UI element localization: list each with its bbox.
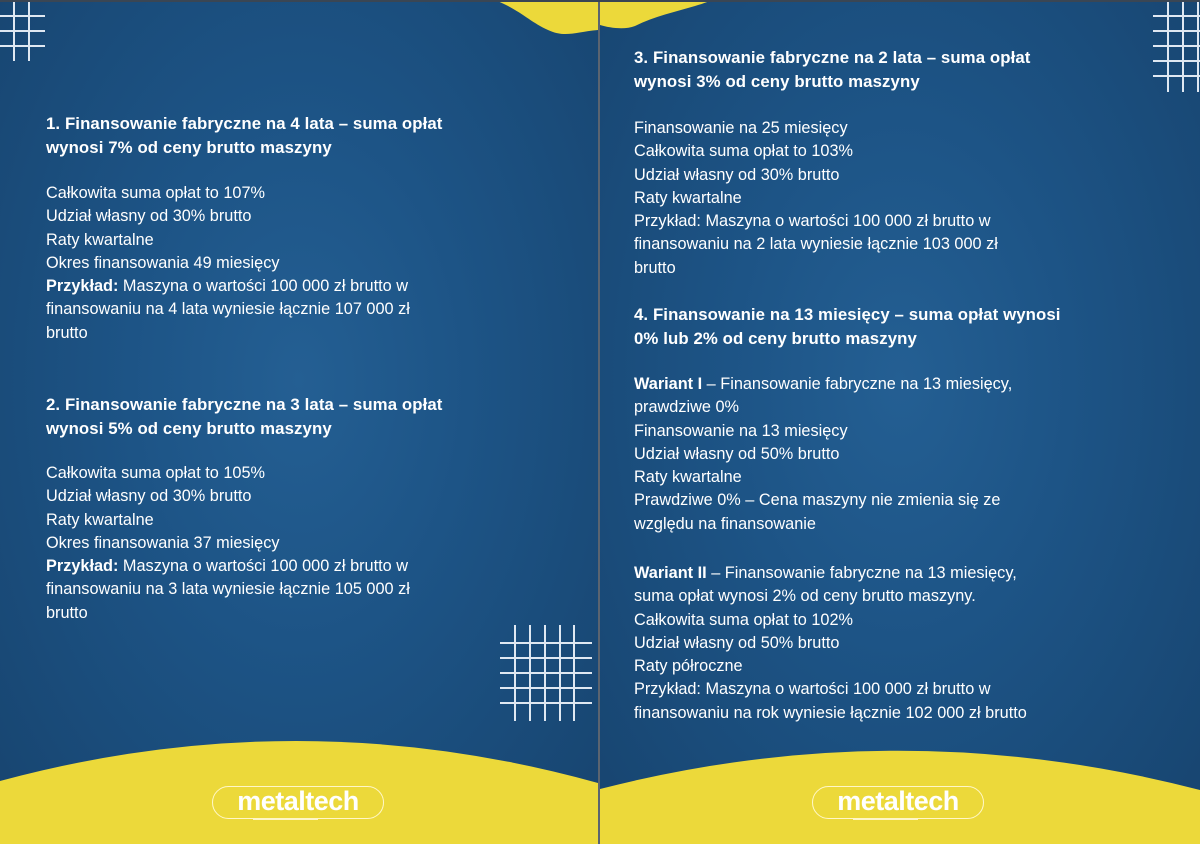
heading-line: wynosi 5% od ceny brutto maszyny	[46, 418, 332, 438]
logo-text: metaltech	[837, 785, 959, 816]
body-line: Udział własny od 50% brutto	[634, 444, 840, 463]
yellow-footer-wave	[0, 0, 598, 844]
page-divider	[598, 0, 600, 844]
variant-1-label: Wariant I	[634, 375, 703, 393]
body-line: finansowaniu na 2 lata wyniesie łącznie 103 000 zł	[634, 235, 998, 254]
installments-line: Raty kwartalne	[46, 230, 154, 249]
body-line: Raty półroczne	[634, 657, 743, 676]
yellow-footer-wave	[600, 0, 1200, 844]
variant-2-first-line: – Finansowanie fabryczne na 13 miesięcy,	[706, 564, 1017, 582]
metaltech-logo	[212, 786, 384, 819]
heading-line: wynosi 7% od ceny brutto maszyny	[46, 137, 332, 157]
body-line: Przykład: Maszyna o wartości 100 000 zł brutto w	[634, 680, 991, 699]
heading-line: 1. Finansowanie fabryczne na 4 lata – suma opłat	[46, 114, 443, 133]
body-line: względu na finansowanie	[634, 514, 816, 533]
total-fee-line: Całkowita suma opłat to 105%	[46, 464, 266, 482]
body-line: Finansowanie na 13 miesięcy	[634, 421, 848, 440]
logo-text: metaltech	[237, 785, 359, 816]
left-page	[0, 0, 598, 844]
body-line: Udział własny od 30% brutto	[634, 165, 840, 184]
variant-2-label: Wariant II	[634, 564, 707, 582]
installments-line: Raty kwartalne	[46, 510, 154, 529]
body-line: Przykład: Maszyna o wartości 100 000 zł brutto w	[634, 212, 991, 231]
body-line: Całkowita suma opłat to 103%	[634, 142, 854, 161]
body-line: suma opłat wynosi 2% od ceny brutto maszyny.	[634, 587, 976, 606]
body-line: Udział własny od 50% brutto	[634, 633, 840, 652]
body-line: Całkowita suma opłat to 102%	[634, 610, 854, 629]
example-line: finansowaniu na 4 lata wyniesie łącznie 107 000 zł	[46, 300, 410, 319]
down-payment-line: Udział własny od 30% brutto	[46, 487, 252, 506]
total-fee-line: Całkowita suma opłat to 107%	[46, 184, 266, 202]
heading-line: wynosi 3% od ceny brutto maszyny	[634, 71, 920, 91]
heading-line: 2. Finansowanie fabryczne na 3 lata – suma opłat	[46, 395, 443, 414]
top-border	[0, 0, 1200, 2]
example-line: brutto	[46, 323, 88, 342]
example-text: Maszyna o wartości 100 000 zł brutto w	[118, 557, 408, 576]
heading-line: 0% lub 2% od ceny brutto maszyny	[634, 328, 917, 348]
logo-underline	[853, 818, 918, 820]
example-text: Maszyna o wartości 100 000 zł brutto w	[118, 277, 408, 296]
body-line: prawdziwe 0%	[634, 398, 739, 417]
down-payment-line: Udział własny od 30% brutto	[46, 207, 252, 226]
example-line: brutto	[46, 603, 88, 622]
body-line: Finansowanie na 25 miesięcy	[634, 119, 848, 137]
heading-line: 3. Finansowanie fabryczne na 2 lata – suma opłat	[634, 48, 1031, 67]
example-label: Przykład:	[46, 277, 119, 296]
body-line: Prawdziwe 0% – Cena maszyny nie zmienia się ze	[634, 491, 1001, 510]
example-label: Przykład:	[46, 557, 119, 576]
metaltech-logo	[812, 786, 984, 819]
period-line: Okres finansowania 49 miesięcy	[46, 253, 280, 272]
logo-underline	[253, 818, 318, 820]
period-line: Okres finansowania 37 miesięcy	[46, 533, 280, 552]
body-line: finansowaniu na rok wyniesie łącznie 102 000 zł brutto	[634, 703, 1027, 722]
right-page	[600, 0, 1200, 844]
example-line: finansowaniu na 3 lata wyniesie łącznie 105 000 zł	[46, 580, 410, 599]
body-line: brutto	[634, 258, 676, 277]
heading-line: 4. Finansowanie na 13 miesięcy – suma opłat wynosi	[634, 305, 1061, 324]
variant-1-first-line: – Finansowanie fabryczne na 13 miesięcy,	[702, 375, 1013, 393]
body-line: Raty kwartalne	[634, 188, 742, 207]
body-line: Raty kwartalne	[634, 468, 742, 487]
